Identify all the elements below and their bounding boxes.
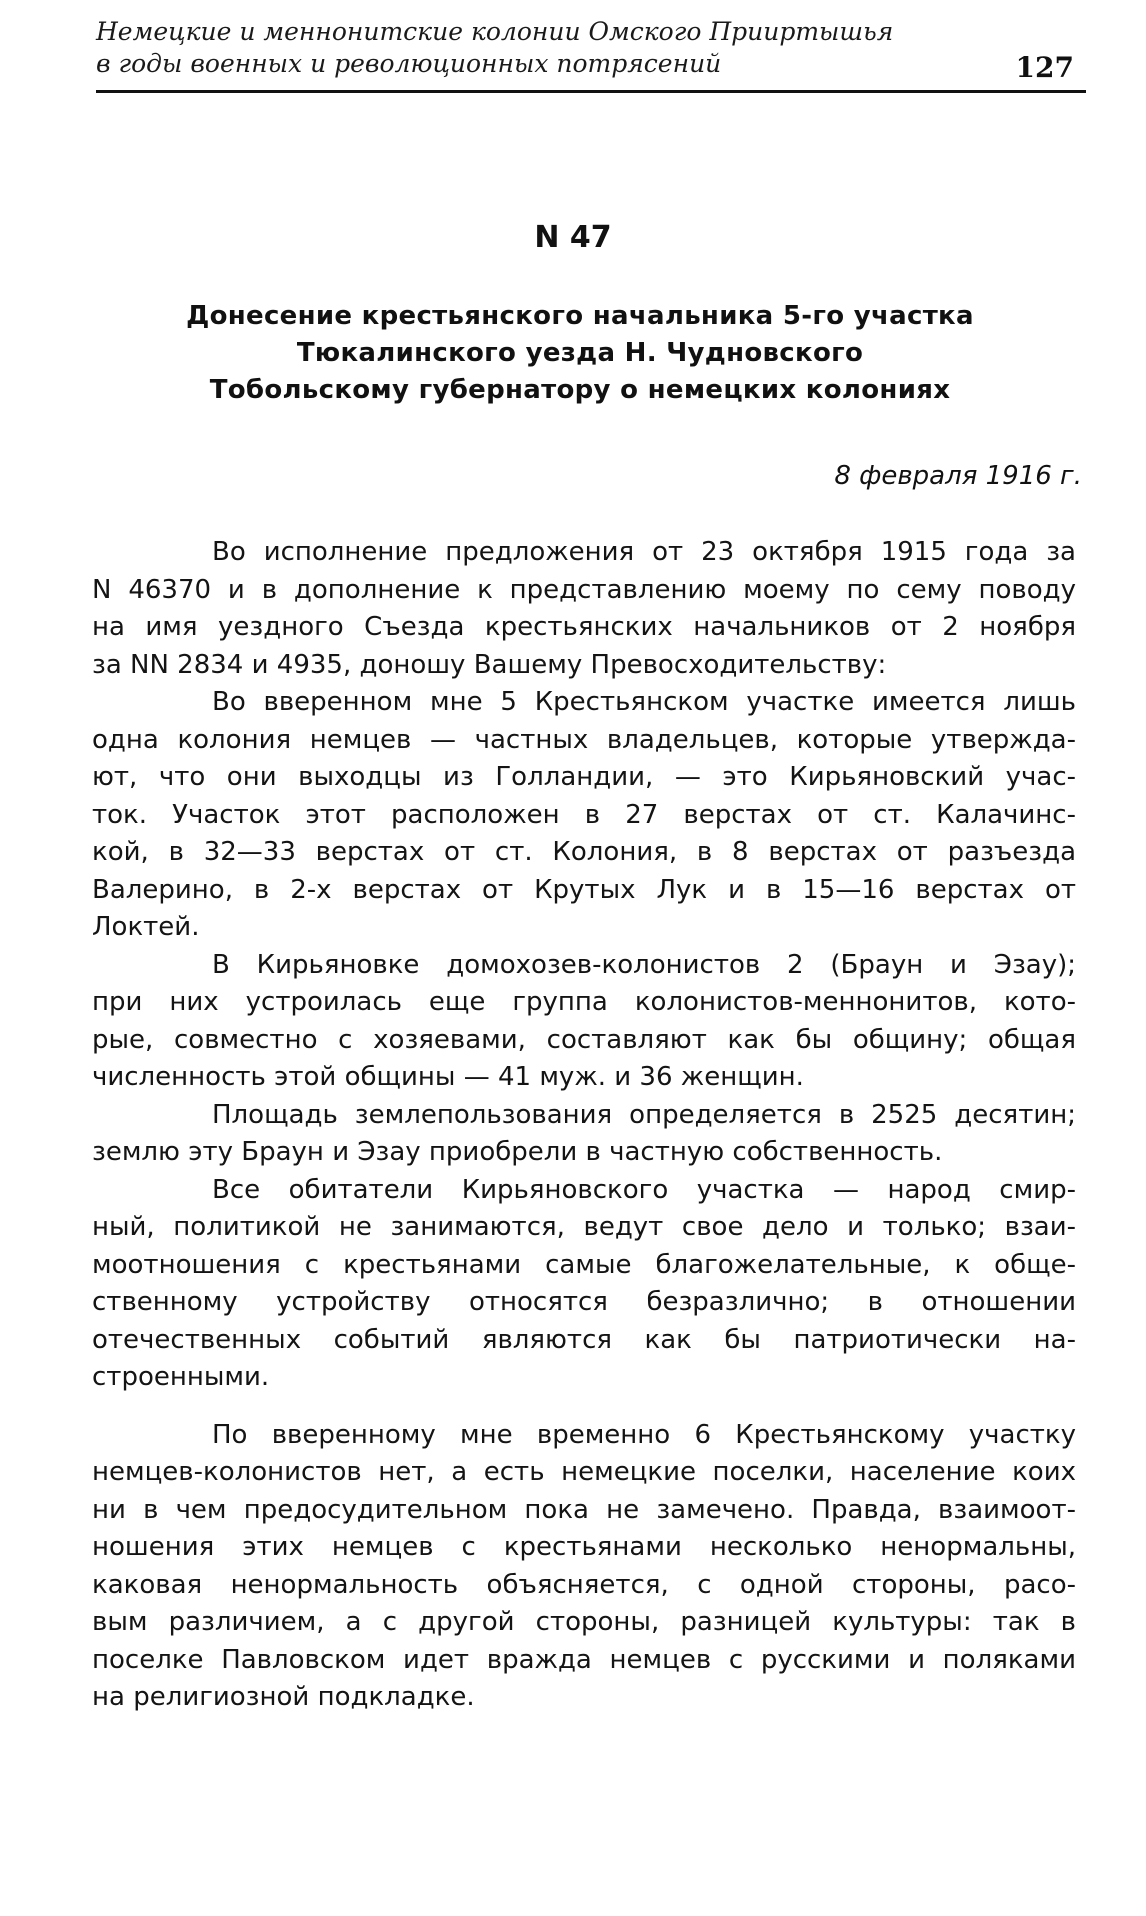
- text-line: численность этой общины — 41 муж. и 36 женщин.: [92, 1062, 804, 1092]
- text-line: Во вверенном мне 5 Крестьянском участке имеется лишь: [212, 687, 1076, 717]
- text-line: кой, в 32—33 верстах от ст. Колония, в 8 верстах от разъезда: [92, 837, 1076, 867]
- text-line: одна колония немцев — частных владельцев, которые утвержда-: [92, 724, 1076, 755]
- document-title: [110, 298, 1050, 409]
- text-line: на имя уездного Съезда крестьянских начальников от 2 ноября: [92, 612, 1076, 642]
- text-line: рые, совместно с хозяевами, составляют как бы общину; общая: [92, 1024, 1076, 1055]
- text-line: Во исполнение предложения от 23 октября 1915 года за: [212, 537, 1076, 567]
- paragraph: [92, 1172, 1076, 1397]
- text-line: моотношения с крестьянами самые благожелательные, к обще-: [92, 1249, 1076, 1280]
- text-line: Валерино, в 2-х верстах от Крутых Лук и в 15—16 верстах от: [92, 874, 1076, 905]
- document-title-line: Тюкалинского уезда Н. Чудновского: [296, 338, 864, 368]
- text-line: землю эту Браун и Эзау приобрели в частную собственность.: [92, 1137, 943, 1167]
- text-line: Локтей.: [92, 912, 200, 942]
- text-line: немцев-колонистов нет, а есть немецкие поселки, население коих: [92, 1457, 1076, 1487]
- paragraph: [92, 1417, 1076, 1717]
- text-line: за NN 2834 и 4935, доношу Вашему Превосходительству:: [92, 649, 887, 680]
- text-line: строенными.: [92, 1362, 270, 1392]
- text-line: при них устроилась еще группа колонистов-меннонитов, кото-: [92, 987, 1076, 1017]
- paragraph: [92, 684, 1076, 947]
- text-line: вым различием, а с другой стороны, разницей культуры: так в: [92, 1607, 1076, 1637]
- page-number: 127: [1015, 51, 1074, 84]
- text-line: ственному устройству относятся безразлично; в отношении: [92, 1287, 1076, 1317]
- paragraph: [92, 534, 1076, 684]
- text-line: По вверенному мне временно 6 Крестьянскому участку: [212, 1419, 1076, 1450]
- text-line: Все обитатели Кирьяновского участка — народ смир-: [212, 1174, 1076, 1205]
- running-header-line: Немецкие и меннонитские колонии Омского Прииртышья: [96, 17, 894, 46]
- text-line: N 46370 и в дополнение к представлению моему по сему поводу: [92, 574, 1076, 605]
- text-line: ни в чем предосудительном пока не замечено. Правда, взаимоот-: [92, 1494, 1076, 1525]
- header-rule: [96, 90, 1086, 93]
- text-line: на религиозной подкладке.: [92, 1682, 475, 1712]
- document-body: [92, 534, 1076, 1717]
- text-line: ют, что они выходцы из Голландии, — это Кирьяновский учас-: [92, 762, 1076, 792]
- paragraph: [92, 947, 1076, 1097]
- paragraph: [92, 1097, 1076, 1172]
- text-line: ношения этих немцев с крестьянами несколько ненормальны,: [92, 1532, 1076, 1562]
- text-line: ток. Участок этот расположен в 27 верстах от ст. Калачинс-: [92, 799, 1076, 830]
- running-header: [96, 8, 1086, 88]
- text-line: ный, политикой не занимаются, ведут свое дело и только; взаи-: [92, 1212, 1076, 1242]
- document-date: 8 февраля 1916 г.: [834, 461, 1082, 491]
- text-line: В Кирьяновке домохозев-колонистов 2 (Браун и Эзау);: [212, 949, 1076, 980]
- text-line: Площадь землепользования определяется в 2525 десятин;: [212, 1099, 1076, 1130]
- document-title-line: Донесение крестьянского начальника 5-го участка: [186, 301, 974, 331]
- document-title-line: Тобольскому губернатору о немецких колониях: [209, 375, 951, 405]
- text-line: поселке Павловском идет вражда немцев с русскими и поляками: [92, 1644, 1076, 1675]
- running-header-title: [96, 16, 976, 80]
- text-line: отечественных событий являются как бы патриотически на-: [92, 1324, 1076, 1355]
- text-line: каковая ненормальность объясняется, с одной стороны, расо-: [92, 1569, 1076, 1600]
- running-header-line: в годы военных и революционных потрясений: [96, 49, 722, 78]
- document-number: N 47: [534, 220, 612, 255]
